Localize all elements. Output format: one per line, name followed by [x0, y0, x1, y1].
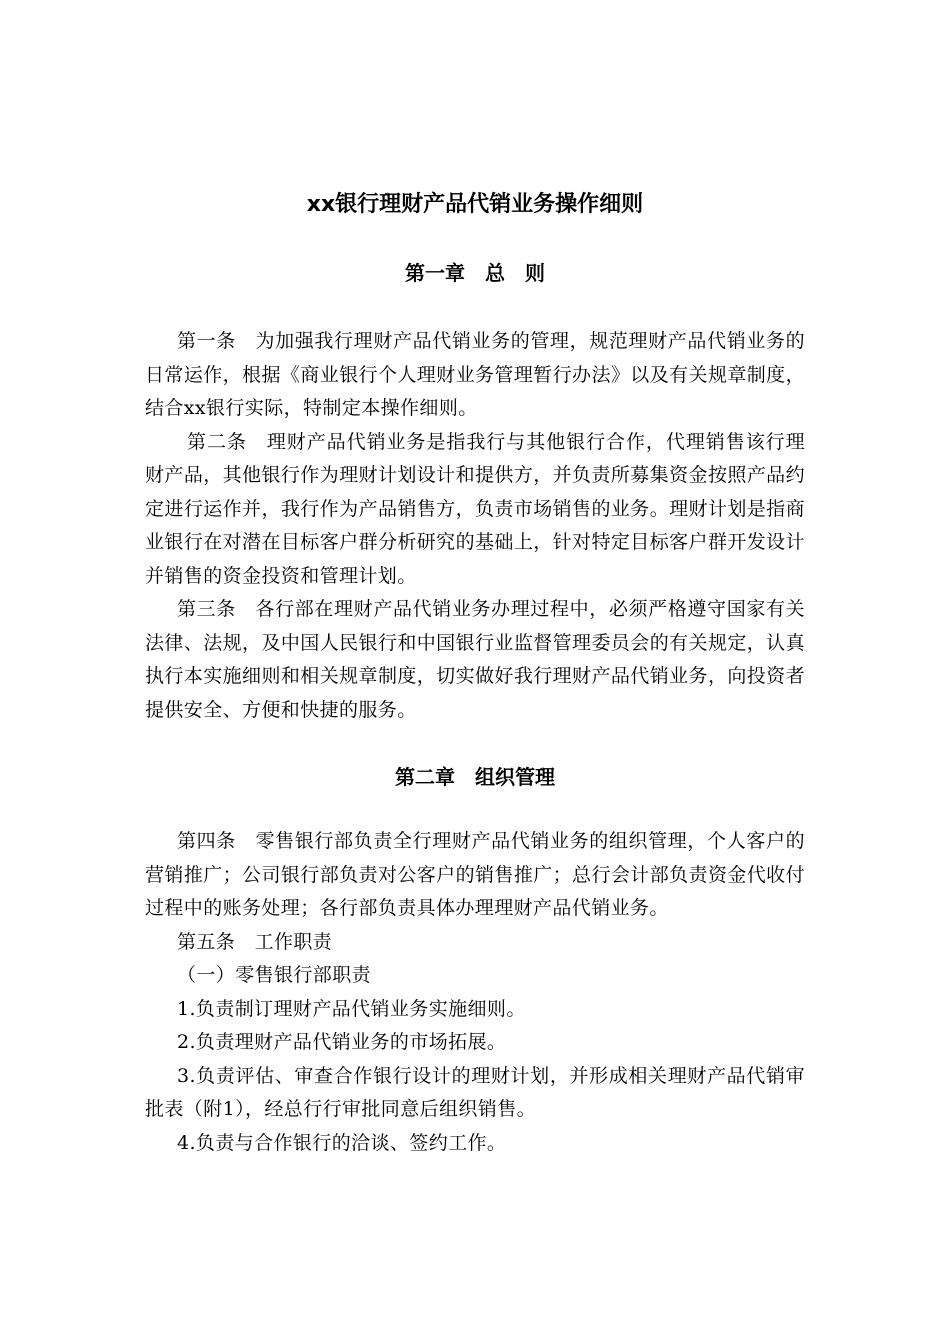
- chapter-2-heading: 第二章 组织管理: [395, 765, 555, 789]
- article-3: 第三条 各行部在理财产品代销业务办理过程中，必须严格遵守国家有关法律、法规，及中国人民银行和中国银行业监督管理委员会的有关规定，认真执行本实施细则和相关规章制度，切实做好我行理财产品代销业务，向投资者提供安全、方便和快捷的服务。: [145, 598, 805, 721]
- article-4: 第四条 零售银行部负责全行理财产品代销业务的组织管理，个人客户的营销推广；公司银行部负责对公客户的销售推广；总行会计部负责资金代收付过程中的账务处理；各行部负责具体办理理财产品代销业务。: [145, 830, 805, 919]
- duty-item-1: 1.负责制订理财产品代销业务实施细则。: [177, 997, 526, 1020]
- chapter-2-body: [145, 825, 805, 1160]
- duty-item-4: 4.负责与合作银行的洽谈、签约工作。: [177, 1131, 507, 1154]
- chapter-1-body: [145, 325, 805, 727]
- duty-section-retail: （一）零售银行部职责: [177, 964, 372, 986]
- duty-item-3: 3.负责评估、审查合作银行设计的理财计划，并形成相关理财产品代销审批表（附1），经总行行审批同意后组织销售。: [145, 1064, 805, 1120]
- duty-item-2: 2.负责理财产品代销业务的市场拓展。: [177, 1031, 507, 1053]
- article-1: 第一条 为加强我行理财产品代销业务的管理，规范理财产品代销业务的日常运作，根据《商业银行个人理财业务管理暂行办法》以及有关规章制度，结合xx银行实际，特制定本操作细则。: [145, 330, 805, 419]
- article-2: 第二条 理财产品代销业务是指我行与其他银行合作，代理销售该行理财产品，其他银行作为理财计划设计和提供方，并负责所募集资金按照产品约定进行运作并，我行作为产品销售方，负责市场销售的业务。理财计划是指商业银行在对潜在目标客户群分析研究的基础上，针对特定目标客户群开发设计并销售的资金投资和管理计划。: [145, 430, 805, 587]
- article-5: 第五条 工作职责: [177, 930, 333, 953]
- chapter-1-heading: 第一章 总 则: [405, 261, 545, 285]
- document-title: xx银行理财产品代销业务操作细则: [306, 192, 644, 217]
